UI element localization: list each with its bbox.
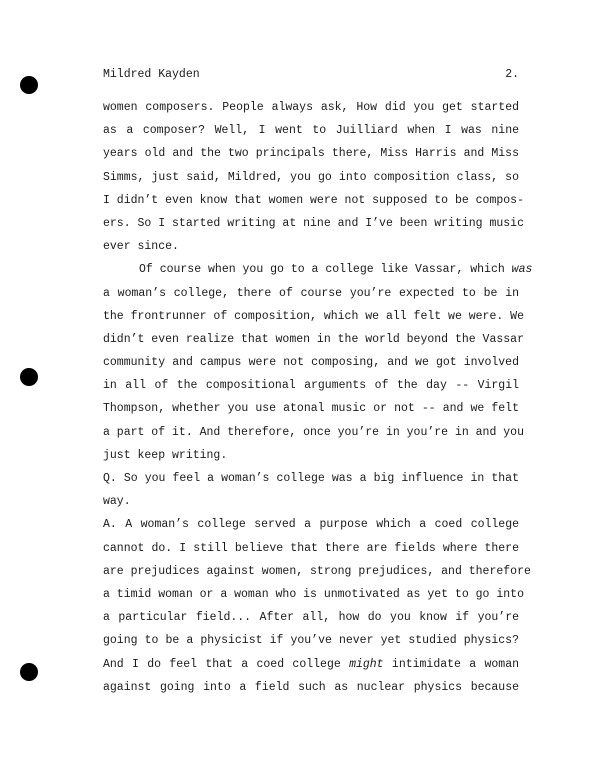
text-segment: intimidate a woman (383, 657, 520, 671)
text-segment: And I do feel that a coed college (103, 657, 350, 671)
text-line: ever since. (103, 240, 179, 254)
text-line: just keep writing. (103, 448, 228, 462)
text-line: Thompson, whether you use atonal music or not -- and we felt (103, 402, 519, 416)
header-name: Mildred Kayden (103, 68, 200, 81)
transcript-body (103, 101, 533, 704)
binder-hole (20, 663, 38, 681)
text-line: are prejudices against women, strong prejudices, and therefore (103, 564, 531, 578)
italic-text: might (349, 657, 384, 671)
text-line (103, 658, 519, 681)
text-line (103, 263, 533, 286)
text-line: a timid woman or a woman who is unmotivated as yet to go into (103, 587, 524, 601)
binder-hole (20, 368, 38, 386)
text-line: community and campus were not composing, and we got involved (103, 356, 519, 370)
text-line: the frontrunner of composition, which we all felt we were. We (103, 309, 524, 323)
page-number: 2. (505, 68, 519, 81)
text-line: A. A woman’s college served a purpose which a coed college (103, 518, 519, 532)
text-line: I didn’t even know that women were not supposed to be compos- (103, 193, 524, 207)
text-line: way. (103, 495, 131, 509)
text-line: a woman’s college, there of course you’re expected to be in (103, 286, 519, 300)
text-line: against going into a field such as nuclear physics because (103, 680, 519, 694)
text-line: Simms, just said, Mildred, you go into composition class, so (103, 170, 519, 184)
text-line: years old and the two principals there, Miss Harris and Miss (103, 147, 519, 161)
text-line: women composers. People always ask, How did you get started (103, 101, 519, 114)
text-line: a particular field... After all, how do you know if you’re (103, 611, 519, 625)
text-segment: Of course when you go to a college like Vassar, which (139, 263, 512, 277)
italic-text: was (511, 263, 533, 277)
text-line: a part of it. And therefore, once you’re in you’re in and you (103, 425, 524, 439)
text-line: as a composer? Well, I went to Juilliard when I was nine (103, 124, 519, 138)
text-line: going to be a physicist if you’ve never yet studied physics? (103, 634, 519, 648)
text-line: cannot do. I still believe that there are fields where there (103, 541, 519, 555)
text-line: Q. So you feel a woman’s college was a big influence in that (103, 472, 519, 485)
text-line: ers. So I started writing at nine and I’ve been writing music (103, 216, 524, 230)
text-line: didn’t even realize that women in the world beyond the Vassar (103, 332, 524, 346)
text-line: in all of the compositional arguments of the day -- Virgil (103, 379, 519, 393)
binder-hole (20, 76, 38, 94)
